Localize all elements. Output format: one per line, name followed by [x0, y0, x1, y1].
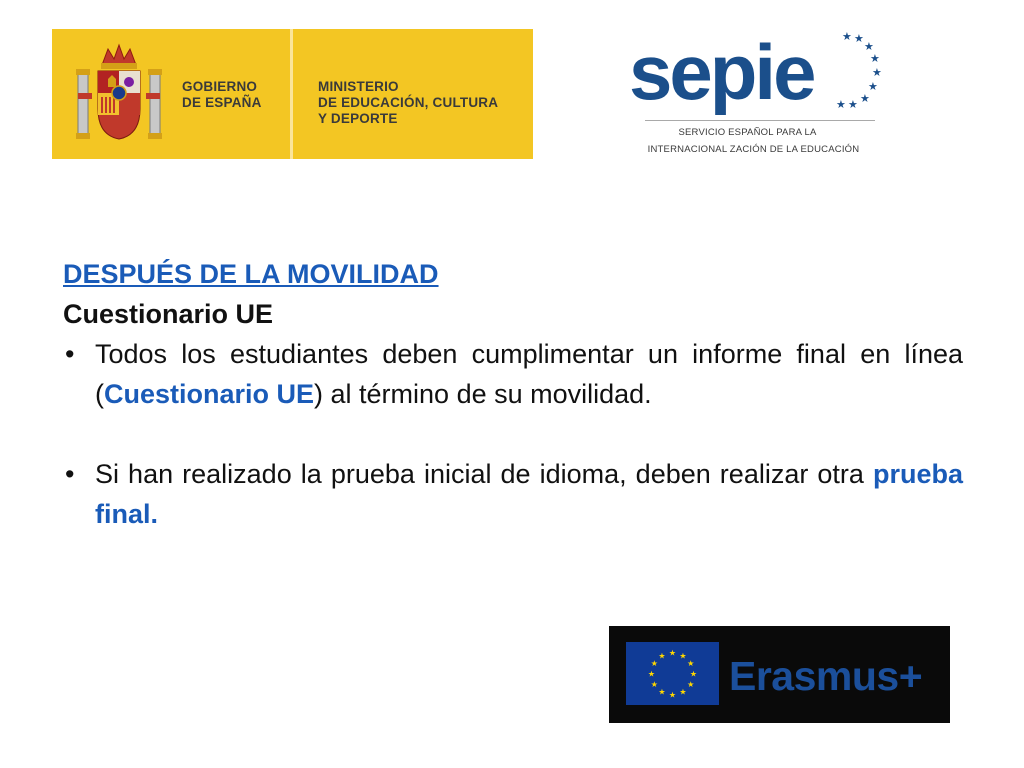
eu-star: ★ [650, 659, 658, 668]
bullet-list [63, 334, 963, 534]
eu-star: ★ [687, 680, 695, 689]
svg-text:★: ★ [868, 80, 878, 93]
eu-stars-icon [626, 642, 719, 705]
bullet-icon: • [65, 339, 75, 369]
svg-text:★: ★ [864, 40, 874, 53]
eu-star: ★ [679, 687, 687, 697]
bullet-icon: • [65, 459, 75, 489]
gobierno-logo [52, 29, 533, 159]
svg-text:★: ★ [842, 30, 852, 43]
bullet-text: ) al término de su movilidad. [314, 379, 652, 409]
sepie-subtitle-1: SERVICIO ESPAÑOL PARA LA [678, 127, 817, 138]
sepie-stars-icon [790, 28, 890, 118]
bullet-highlight: Cuestionario UE [104, 379, 315, 409]
eu-star: ★ [668, 690, 677, 700]
slide-content [63, 254, 963, 534]
sepie-wordmark: sepie [629, 28, 814, 116]
ministerio-label: MINISTERIO DE EDUCACIÓN, CULTURA Y DEPORTE [318, 79, 499, 126]
eu-star: ★ [658, 687, 666, 697]
list-item [63, 454, 963, 534]
eu-star: ★ [689, 669, 698, 679]
svg-text:★: ★ [848, 98, 858, 111]
bullet-text: Si han realizado la prueba inicial de idioma, deben realizar otra [95, 459, 873, 489]
svg-text:★: ★ [860, 92, 870, 105]
erasmus-logo [609, 626, 950, 723]
bullet-text: Todos los estudiantes deben cumplimentar un informe final en línea ( [95, 339, 963, 409]
sepie-divider [645, 120, 875, 121]
svg-text:★: ★ [854, 32, 864, 45]
section-heading: DESPUÉS DE LA MOVILIDAD [63, 259, 439, 289]
gobierno-logo-right [293, 29, 533, 159]
bullet-highlight: prueba final. [95, 459, 963, 529]
svg-text:★: ★ [872, 66, 882, 79]
erasmus-wordmark: Erasmus+ [729, 653, 923, 699]
eu-star: ★ [679, 651, 687, 661]
eu-star: ★ [650, 680, 658, 689]
eu-star: ★ [687, 659, 695, 668]
coat-of-arms-icon [74, 43, 164, 145]
gobierno-logo-left [52, 29, 290, 159]
list-item [63, 334, 963, 414]
eu-star: ★ [647, 669, 656, 679]
eu-star: ★ [658, 651, 666, 661]
section-subheading: Cuestionario UE [63, 299, 274, 329]
sepie-subtitle-2: INTERNACIONAL ZACIÓN DE LA EDUCACIÓN [647, 144, 860, 155]
eu-flag-icon [626, 642, 719, 705]
svg-text:★: ★ [836, 98, 846, 111]
gobierno-label: GOBIERNO DE ESPAÑA [182, 79, 262, 110]
svg-text:★: ★ [870, 52, 880, 65]
sepie-logo [625, 28, 890, 163]
eu-star: ★ [668, 648, 677, 658]
